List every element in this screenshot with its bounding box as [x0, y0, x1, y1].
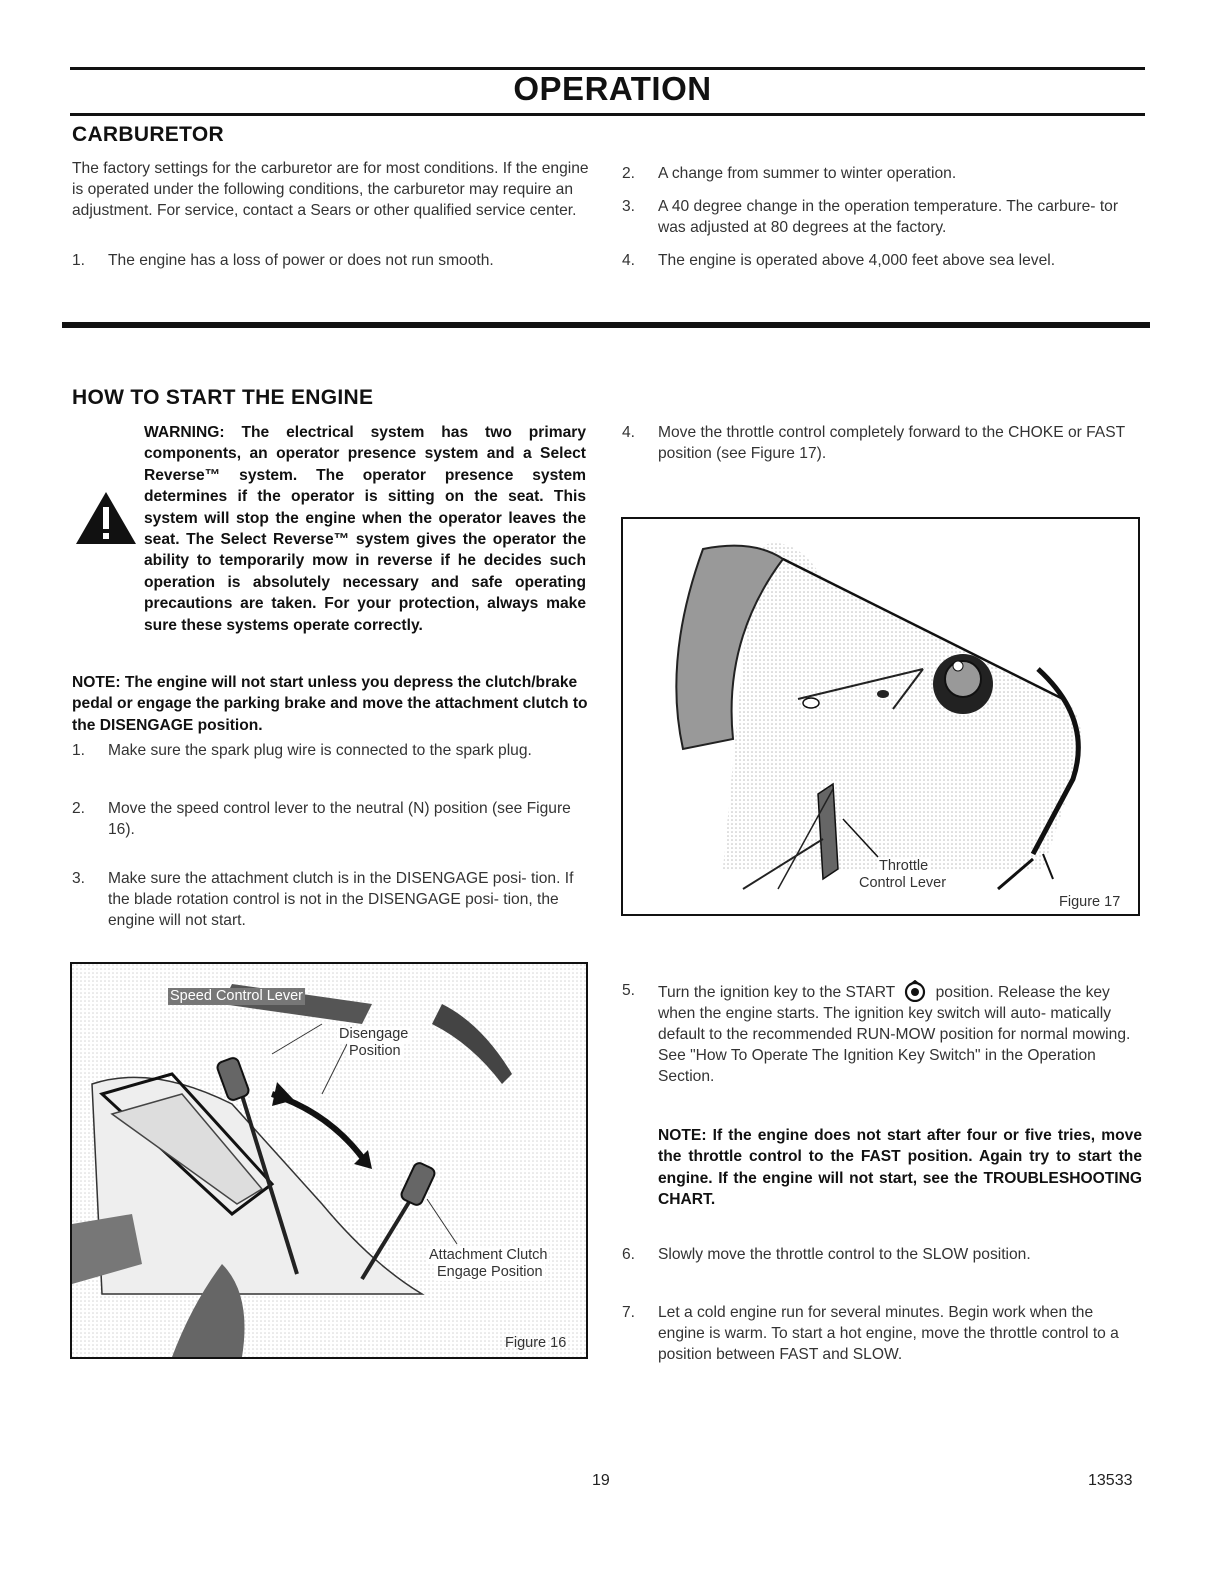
engine-note: NOTE: The engine will not start unless you depress the clutch/brake pedal or engage the parking brake and move the attachment clutch to the DISENGAGE position.: [72, 674, 588, 734]
section-divider: [62, 322, 1150, 328]
start-title: HOW TO START THE ENGINE: [72, 386, 374, 409]
engine-start-icon: [903, 980, 927, 1002]
start-item-5-text-a: Turn the ignition key to the START: [658, 984, 895, 1001]
page-number: 19: [592, 1472, 610, 1489]
engine-note-2: NOTE: If the engine does not start after four or five tries, move the throttle control to the FAST position. Again try to start the engine. If the engine will not start, see the TROUBLESHOOTING CHART.: [658, 1127, 1142, 1209]
warning-triangle-icon: [74, 490, 138, 546]
figure-17-illustration: [623, 519, 1138, 914]
figure-16-caption: Figure 16: [505, 1335, 567, 1351]
disengage-label-2: Position: [349, 1043, 401, 1059]
carburetor-intro: The factory settings for the carburetor are for most conditions. If the engine is operated under the following conditions, the carburetor may require an adjustment. For service, contact a Sears or other qualified service center.: [72, 160, 589, 219]
speed-control-lever-label: Speed Control Lever: [170, 988, 303, 1004]
figure-17: [621, 517, 1140, 916]
figure-16-illustration: [72, 964, 586, 1357]
warning-text: WARNING: The electrical system has two primary components, an operator presence system and a Select Reverse™ system. The operator presence system determines if the operator is sitting on the seat. This system will stop the engine when the operator leaves the seat. The Select Reverse™ system gives the operator the ability to temporarily mow in reverse if he decides such operation is absolutely necessary and safe operating precautions are taken. For your protection, always make sure these systems operate correctly.: [144, 424, 586, 634]
start-item-5-text-b: position. Release the key when the engine starts. The ignition key switch will auto- matically default to the recommended RUN-MOW position for normal mowing. See "How To Operate The Ignition Key Switch" in the Operation Section.: [658, 984, 1131, 1085]
attachment-clutch-label-2: Engage Position: [437, 1264, 543, 1280]
attachment-clutch-label-1: Attachment Clutch: [429, 1247, 548, 1263]
figure-16: [70, 962, 588, 1359]
carburetor-title: CARBURETOR: [72, 123, 224, 146]
figure-17-caption: Figure 17: [1059, 894, 1121, 910]
document-code: 13533: [1088, 1472, 1133, 1489]
throttle-label-1: Throttle: [879, 858, 929, 874]
throttle-label-2: Control Lever: [859, 875, 947, 891]
header-rule-bottom: [70, 113, 1145, 116]
disengage-label-1: Disengage: [339, 1026, 409, 1042]
page-title: OPERATION: [0, 70, 1225, 108]
